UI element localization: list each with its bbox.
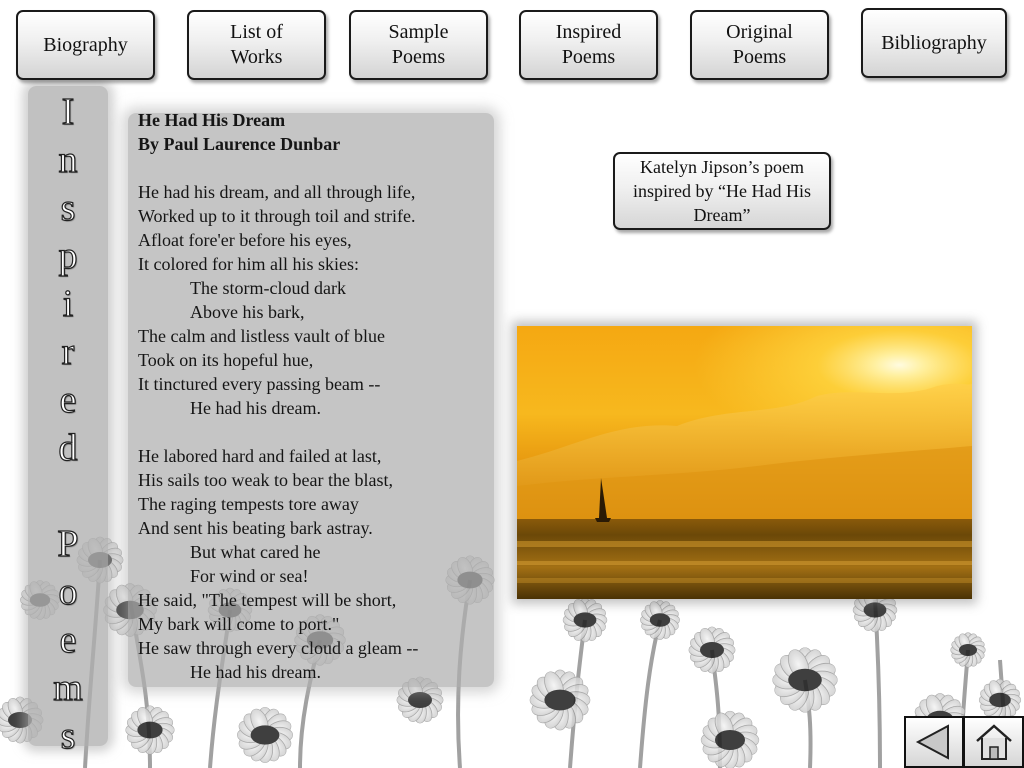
poem-line: And sent his beating bark astray. [138,518,373,538]
nav-bibliography-button[interactable]: Bibliography [861,8,1007,78]
daisy-flower [125,705,175,755]
home-button[interactable] [964,716,1024,768]
side-title-letter: s [60,187,76,229]
side-title-letter: o [58,571,78,613]
katelyn-poem-button[interactable]: Katelyn Jipson’s poem inspired by “He Had His Dream” [613,152,831,230]
poem-line: It tinctured every passing beam -- [138,374,381,394]
house-icon [973,721,1015,763]
daisy-flower [640,600,681,641]
side-title-letter: s [60,715,76,757]
poem-line: He had his dream, and all through life, [138,182,416,202]
poem-line: Afloat fore'er before his eyes, [138,230,352,250]
back-button[interactable] [904,716,964,768]
poem-stanza-1 [138,180,498,420]
side-title-letter: I [61,91,75,133]
nav-biography-button[interactable]: Biography [16,10,155,80]
daisy-flower [700,710,760,768]
poem-line: He labored hard and failed at last, [138,446,382,466]
side-title-letter: n [58,139,78,181]
side-title-letter: p [58,235,78,277]
poem-line: For wind or sea! [190,566,309,586]
side-title-letter: e [59,619,77,661]
nav-sample-poems-button[interactable]: Sample Poems [349,10,488,80]
poem-line: The raging tempests tore away [138,494,359,514]
daisy-flower [236,706,293,763]
poem-line: Worked up to it through toil and strife. [138,206,416,226]
poem-text [138,108,498,684]
poem-line: Took on its hopeful hue, [138,350,314,370]
side-title-letter: P [57,523,79,565]
side-title-letter: m [53,667,83,709]
daisy-flower [562,597,607,642]
side-title-letter: r [61,331,75,373]
side-title-letter: e [59,379,77,421]
side-title [28,88,108,760]
sunset-sailboat-image [517,326,972,599]
side-title-letter: i [62,283,74,325]
poem-stanza-2 [138,444,498,684]
poem-line: But what cared he [190,542,321,562]
nav-list-of-works-button[interactable]: List of Works [187,10,326,80]
side-title-letter: d [58,427,78,469]
poem-line: He had his dream. [190,398,321,418]
poem-line: It colored for him all his skies: [138,254,359,274]
nav-inspired-poems-button[interactable]: Inspired Poems [519,10,658,80]
daisy-flower [772,647,839,714]
poem-line: He said, "The tempest will be short, [138,590,397,610]
daisy-flower [950,632,986,668]
poem-author: By Paul Laurence Dunbar [138,134,341,154]
page-controls [904,716,1024,768]
poem-line: The storm-cloud dark [190,278,346,298]
poem-line: His sails too weak to bear the blast, [138,470,393,490]
poem-line: My bark will come to port." [138,614,340,634]
daisy-flower [529,669,591,731]
poem-line: Above his bark, [190,302,305,322]
poem-title: He Had His Dream [138,110,286,130]
poem-line: He saw through every cloud a gleam -- [138,638,419,658]
nav-original-poems-button[interactable]: Original Poems [690,10,829,80]
triangle-left-icon [914,722,954,762]
poem-line: The calm and listless vault of blue [138,326,385,346]
poem-line: He had his dream. [190,662,321,682]
daisy-flower [688,626,736,674]
